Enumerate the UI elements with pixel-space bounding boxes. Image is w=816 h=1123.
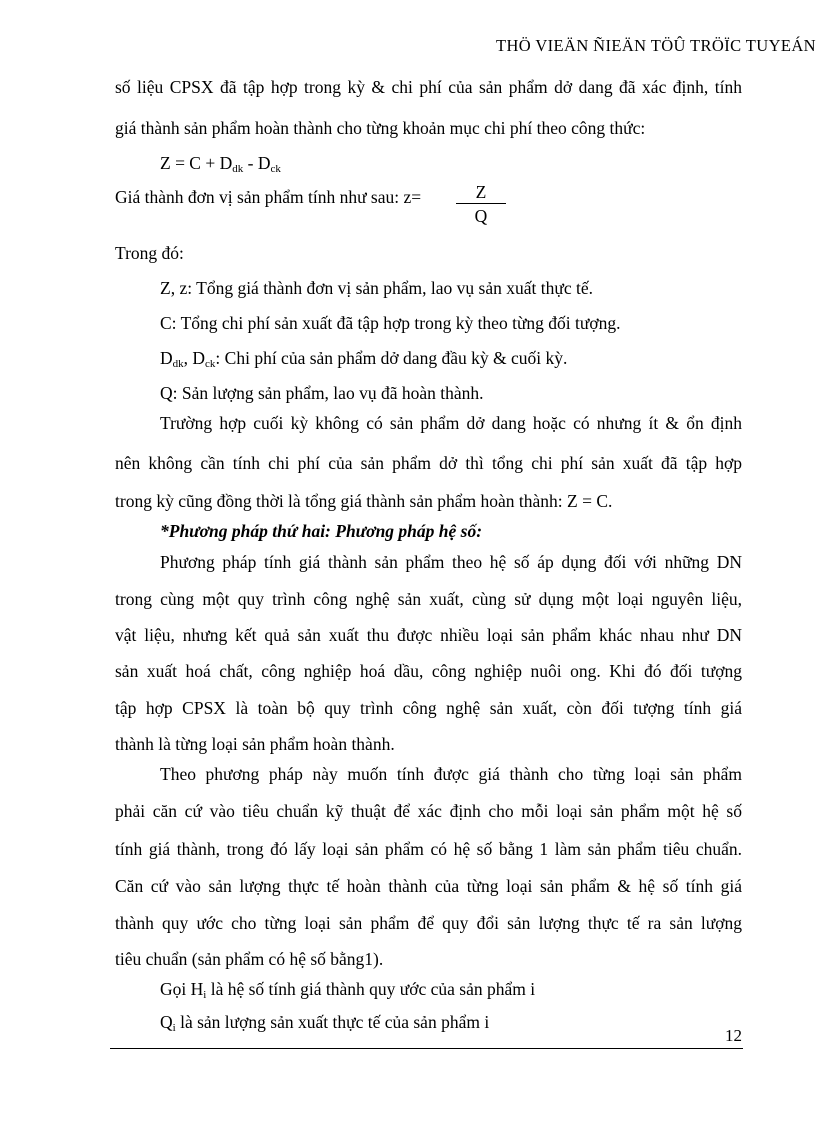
- unit-cost-fraction: [456, 182, 506, 228]
- text-line: trong cùng một quy trình công nghệ sản xuất, cùng sử dụng một loại nguyên liệu,: [115, 589, 742, 609]
- text-line: thành quy ước cho từng loại sản phẩm để quy đổi sản lượng thực tế ra sản lượng: [115, 913, 742, 933]
- text-line: số liệu CPSX đã tập hợp trong kỳ & chi phí của sản phẩm dở dang đã xác định, tính: [115, 77, 742, 97]
- text-line: nên không cần tính chi phí của sản phẩm dở thì tổng chi phí sản xuất đã tập hợp: [115, 453, 742, 473]
- definition-part: là sản lượng sản xuất thực tế của sản phẩm i: [175, 1012, 490, 1032]
- fraction-denominator: Q: [474, 206, 488, 226]
- text-line: phải căn cứ vào tiêu chuẩn kỹ thuật để xác định cho mỗi loại sản phẩm một hệ số: [115, 801, 742, 821]
- method-heading: *Phương pháp thứ hai: Phương pháp hệ số:: [160, 521, 483, 541]
- definition-z: Z, z: Tổng giá thành đơn vị sản phẩm, lao vụ sản xuất thực tế.: [160, 278, 593, 298]
- formula-total-cost: [160, 152, 787, 174]
- footer-rule: [110, 1048, 743, 1049]
- fraction-numerator: Z: [456, 182, 506, 204]
- definition-q: Q: Sản lượng sản phẩm, lao vụ đã hoàn thành.: [160, 383, 484, 403]
- formula-part: Z = C + D: [160, 153, 233, 173]
- definition-d: [160, 347, 787, 369]
- page-number: 12: [725, 1026, 742, 1045]
- text-line: Căn cứ vào sản lượng thực tế hoàn thành của từng loại sản phẩm & hệ số tính giá: [115, 876, 742, 896]
- text-line: Theo phương pháp này muốn tính được giá thành cho từng loại sản phẩm: [160, 764, 742, 784]
- text-line: giá thành sản phẩm hoàn thành cho từng khoản mục chi phí theo công thức:: [115, 118, 646, 138]
- definition-part: , D: [183, 348, 206, 368]
- definition-subscript: i: [203, 989, 207, 1001]
- text-line: tập hợp CPSX là toàn bộ quy trình công nghệ sản xuất, còn đối tượng tính giá: [115, 698, 742, 718]
- definition-subscript: i: [172, 1022, 176, 1034]
- text-line: tính giá thành, trong đó lấy loại sản phẩm có hệ số bằng 1 làm sản phẩm tiêu chuẩn.: [115, 839, 742, 859]
- text-line: sản xuất hoá chất, công nghiệp hoá dầu, công nghiệp nuôi ong. Khi đó đối tượng: [115, 661, 742, 681]
- formula-subscript: ck: [270, 163, 281, 175]
- definition-qi: [160, 1011, 787, 1033]
- definition-hi: [160, 978, 787, 1000]
- text-line: trong kỳ cũng đồng thời là tổng giá thành sản phẩm hoàn thành: Z = C.: [115, 491, 613, 511]
- formula-subscript: dk: [232, 163, 244, 175]
- text-line: vật liệu, nhưng kết quả sản xuất thu được nhiều loại sản phẩm khác nhau như DN: [115, 625, 742, 645]
- text-line: tiêu chuẩn (sản phẩm có hệ số bằng1).: [115, 949, 384, 969]
- definition-subscript: ck: [205, 358, 216, 370]
- formula-part: - D: [243, 153, 271, 173]
- definition-part: D: [160, 348, 173, 368]
- text-line: Trong đó:: [115, 243, 184, 263]
- definition-part: Q: [160, 1012, 173, 1032]
- unit-cost-label: Giá thành đơn vị sản phẩm tính như sau: z=: [115, 187, 422, 207]
- definition-part: là hệ số tính giá thành quy ước của sản phẩm i: [206, 979, 536, 999]
- text-line: Phương pháp tính giá thành sản phẩm theo hệ số áp dụng đối với những DN: [160, 552, 742, 572]
- definition-c: C: Tổng chi phí sản xuất đã tập hợp trong kỳ theo từng đối tượng.: [160, 313, 621, 333]
- definition-subscript: dk: [172, 358, 184, 370]
- running-header: THÖ VIEÄN ÑIEÄN TÖÛ TRÖÏC TUYEÁN: [495, 36, 816, 55]
- text-line: Trường hợp cuối kỳ không có sản phẩm dở dang hoặc có nhưng ít & ổn định: [160, 413, 742, 433]
- definition-part: Gọi H: [160, 979, 204, 999]
- definition-part: : Chi phí của sản phẩm dở dang đầu kỳ & cuối kỳ.: [215, 348, 568, 368]
- text-line: thành là từng loại sản phẩm hoàn thành.: [115, 734, 395, 754]
